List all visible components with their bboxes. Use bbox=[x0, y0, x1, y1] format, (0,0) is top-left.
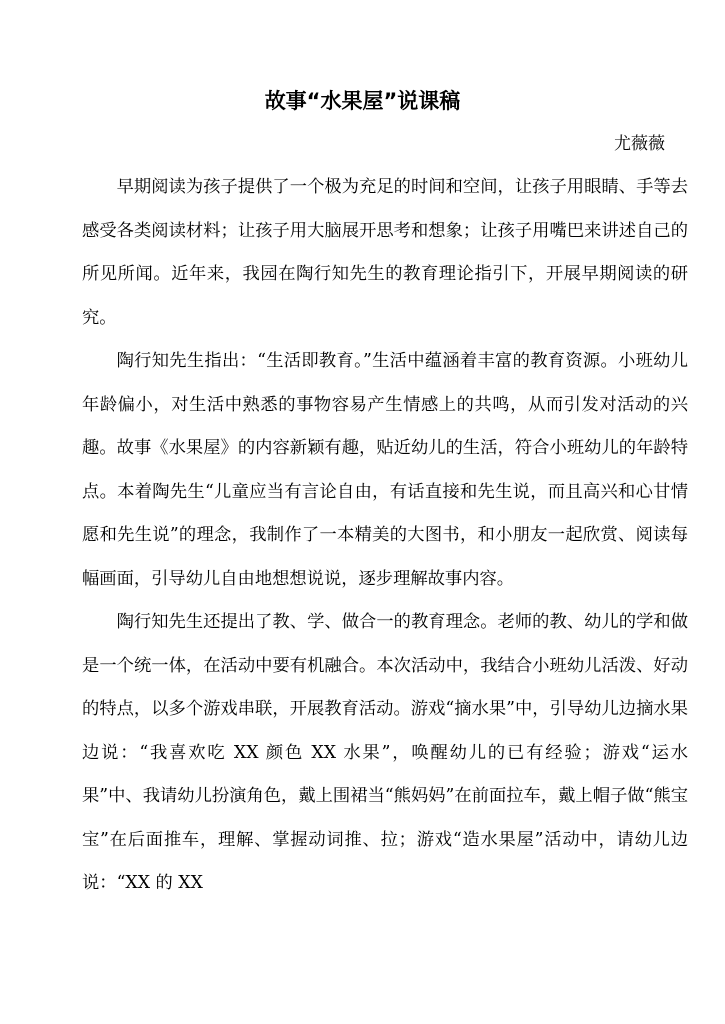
document-title: 故事“水果屋”说课稿 bbox=[264, 89, 461, 113]
paragraph-2: 陶行知先生指出：“生活即教育。”生活中蕴涵着丰富的教育资源。小班幼儿年龄偏小，对生活中熟悉的事物容易产生情感上的共鸣，从而引发对活动的兴趣。故事《水果屋》的内容新颖有趣，贴近幼儿的生活，符合小班幼儿的年龄特点。本着陶先生“儿童应当有言论自由，有话直接和先生说，而且高兴和心甘情愿和先生说”的理念，我制作了一本精美的大图书，和小朋友一起欣赏、阅读每幅画面，引导幼儿自由地想想说说，逐步理解故事内容。 bbox=[82, 351, 688, 589]
paragraph-1: 早期阅读为孩子提供了一个极为充足的时间和空间，让孩子用眼睛、手等去感受各类阅读材料；让孩子用大脑展开思考和想象；让孩子用嘴巴来讲述自己的所见所闻。近年来，我园在陶行知先生的教育理论指引下，开展早期阅读的研究。 bbox=[82, 177, 688, 328]
author-name: 尤薇薇 bbox=[614, 134, 665, 154]
document-body bbox=[82, 166, 688, 906]
paragraph-3: 陶行知先生还提出了教、学、做合一的教育理念。老师的教、幼儿的学和做是一个统一体，在活动中要有机融合。本次活动中，我结合小班幼儿活泼、好动的特点，以多个游戏串联，开展教育活动。游戏“摘水果”中，引导幼儿边摘水果边说：“我喜欢吃 XX 颜色 XX 水果”，唤醒幼儿的已有经验；游戏“运水果”中、我请幼儿扮演角色，戴上围裙当“熊妈妈”在前面拉车，戴上帽子做“熊宝宝”在后面推车，理解、掌握动词推、拉；游戏“造水果屋”活动中，请幼儿边说：“XX 的 XX bbox=[82, 612, 688, 893]
